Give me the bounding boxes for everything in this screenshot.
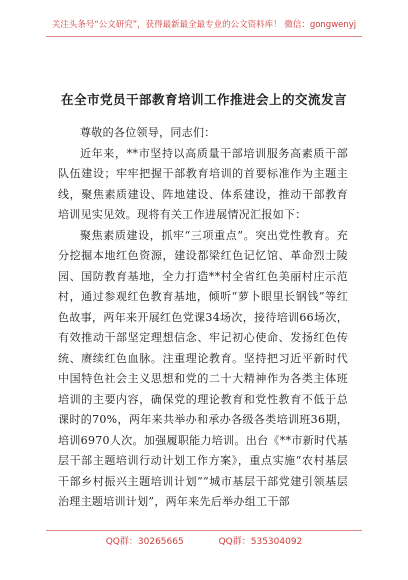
greeting-line: 尊敬的各位领导，同志们： bbox=[80, 126, 216, 139]
footer-qq-group-2: QQ群：535304092 bbox=[218, 537, 303, 547]
document-body bbox=[58, 115, 348, 513]
footer-divider bbox=[46, 530, 362, 531]
body-paragraph: 近年来，**市坚持以高质量干部培训服务高素质干部队伍建设；牢牢把握干部教育培训的首要标准作为主题主线，聚焦素质建设、阵地建设、体系建设，推动干部教育培训见实见效。现将有关工作进展情况汇报如下： bbox=[58, 146, 348, 221]
document-title: 在全市党员干部教育培训工作推进会上的交流发言 bbox=[60, 92, 347, 107]
header-banner: 关注头条号“公文研究”，获得最新最全最专业的公文资料库！ 微信：gongwenyj bbox=[51, 20, 357, 30]
footer-contacts bbox=[0, 534, 408, 547]
header-divider bbox=[46, 36, 362, 37]
footer-qq-group-1: QQ群：30265665 bbox=[105, 537, 184, 547]
body-paragraph: 聚焦素质建设，抓牢“三项重点”。突出党性教育。充分挖掘本地红色资源，建设都梁红色记忆馆、革命烈士陵园、国防教育基地，全力打造**村全省红色美丽村庄示范村，通过参观红色教育基地，倾听“萝卜眼里长钢钱”等红色故事，两年来开展红色党课34场次，接待培训66场次，有效推动干部坚定理想信念、牢记初心使命、发扬红色传统、赓续红色血脉。注重理论教育。坚持把习近平新时代中国特色社会主义思想和党的二十大精神作为各类主体班培训的主要内容，确保党的理论教育和党性教育不低于总课时的70%，两年来共举办和承办各级各类培训班36期，培训6970人次。加强履职能力培训。出台《**市新时代基层干部主题培训行动计划工作方案》，重点实施“农村基层干部乡村振兴主题培训计划”“城市基层干部党建引领基层治理主题培训计划”，两年来先后举办组工干部 bbox=[58, 228, 348, 508]
